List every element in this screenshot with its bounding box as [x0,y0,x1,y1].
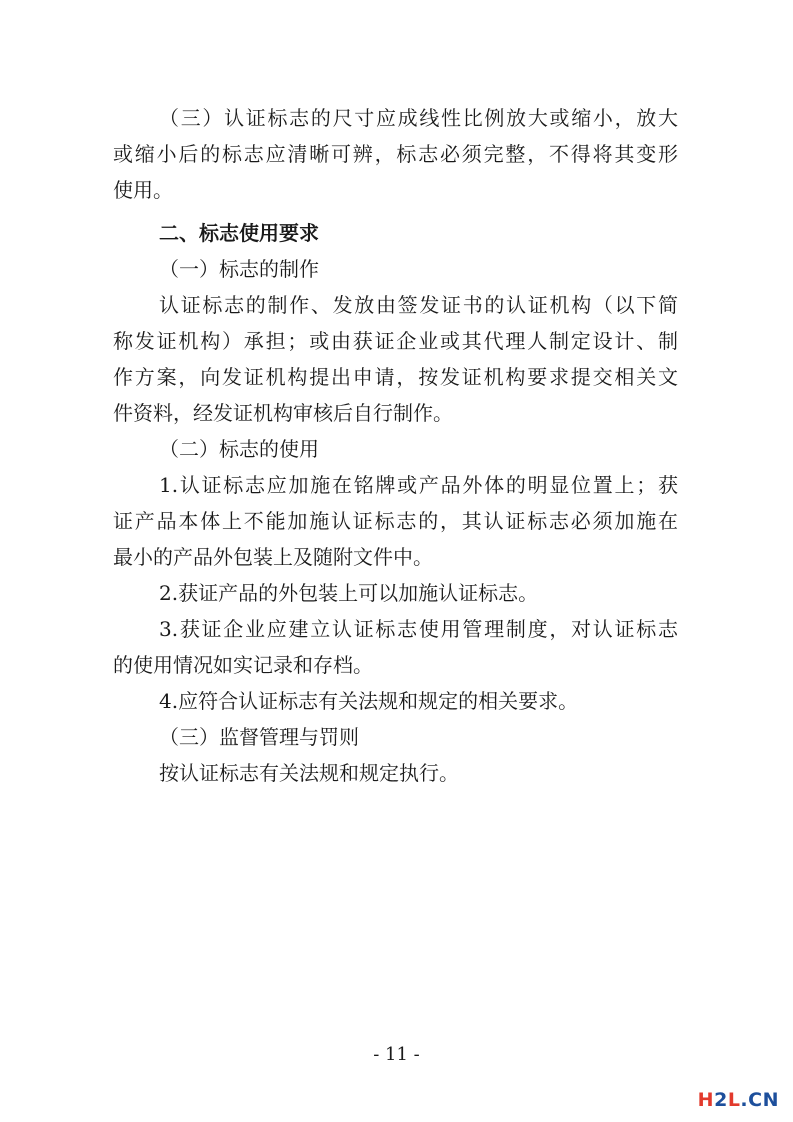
watermark-part: H [697,1089,715,1111]
subsection-heading: （三）监督管理与罚则 [159,725,359,749]
paragraph-line: 2.获证产品的外包装上可以加施认证标志。 [159,581,539,605]
paragraph-line: 的使用情况如实记录和存档。 [113,653,373,677]
page-number: - 11 - [373,1044,420,1065]
subsection-heading: （一）标志的制作 [159,257,319,281]
paragraph-line: （三）认证标志的尺寸应成线性比例放大或缩小，放大 [159,106,678,130]
watermark-part: .CN [740,1089,779,1111]
paragraph-line: 4.应符合认证标志有关法规和规定的相关要求。 [159,689,579,713]
paragraph-line: 或缩小后的标志应清晰可辨，标志必须完整，不得将其变形 [113,142,678,166]
paragraph-line: 证产品本体上不能加施认证标志的，其认证标志必须加施在 [113,509,678,533]
paragraph-line: 3.获证企业应建立认证标志使用管理制度，对认证标志 [159,617,678,641]
paragraph-line: 称发证机构）承担；或由获证企业或其代理人制定设计、制 [113,329,678,353]
paragraph-line: 件资料，经发证机构审核后自行制作。 [113,401,453,425]
paragraph-line: 按认证标志有关法规和规定执行。 [159,761,459,785]
document-body [113,100,678,791]
paragraph-line: 1.认证标志应加施在铭牌或产品外体的明显位置上；获 [159,473,678,497]
watermark-part: L [727,1089,741,1111]
paragraph-line: 认证标志的制作、发放由签发证书的认证机构（以下简 [159,293,678,317]
paragraph-line: 最小的产品外包装上及随附文件中。 [113,545,433,569]
subsection-heading: （二）标志的使用 [159,437,319,461]
section-heading: 二、标志使用要求 [159,221,319,245]
paragraph-line: 使用。 [113,178,173,202]
paragraph-line: 作方案，向发证机构提出申请，按发证机构要求提交相关文 [113,365,678,389]
watermark-part: 2 [714,1089,728,1111]
site-watermark-logo [698,1088,779,1112]
